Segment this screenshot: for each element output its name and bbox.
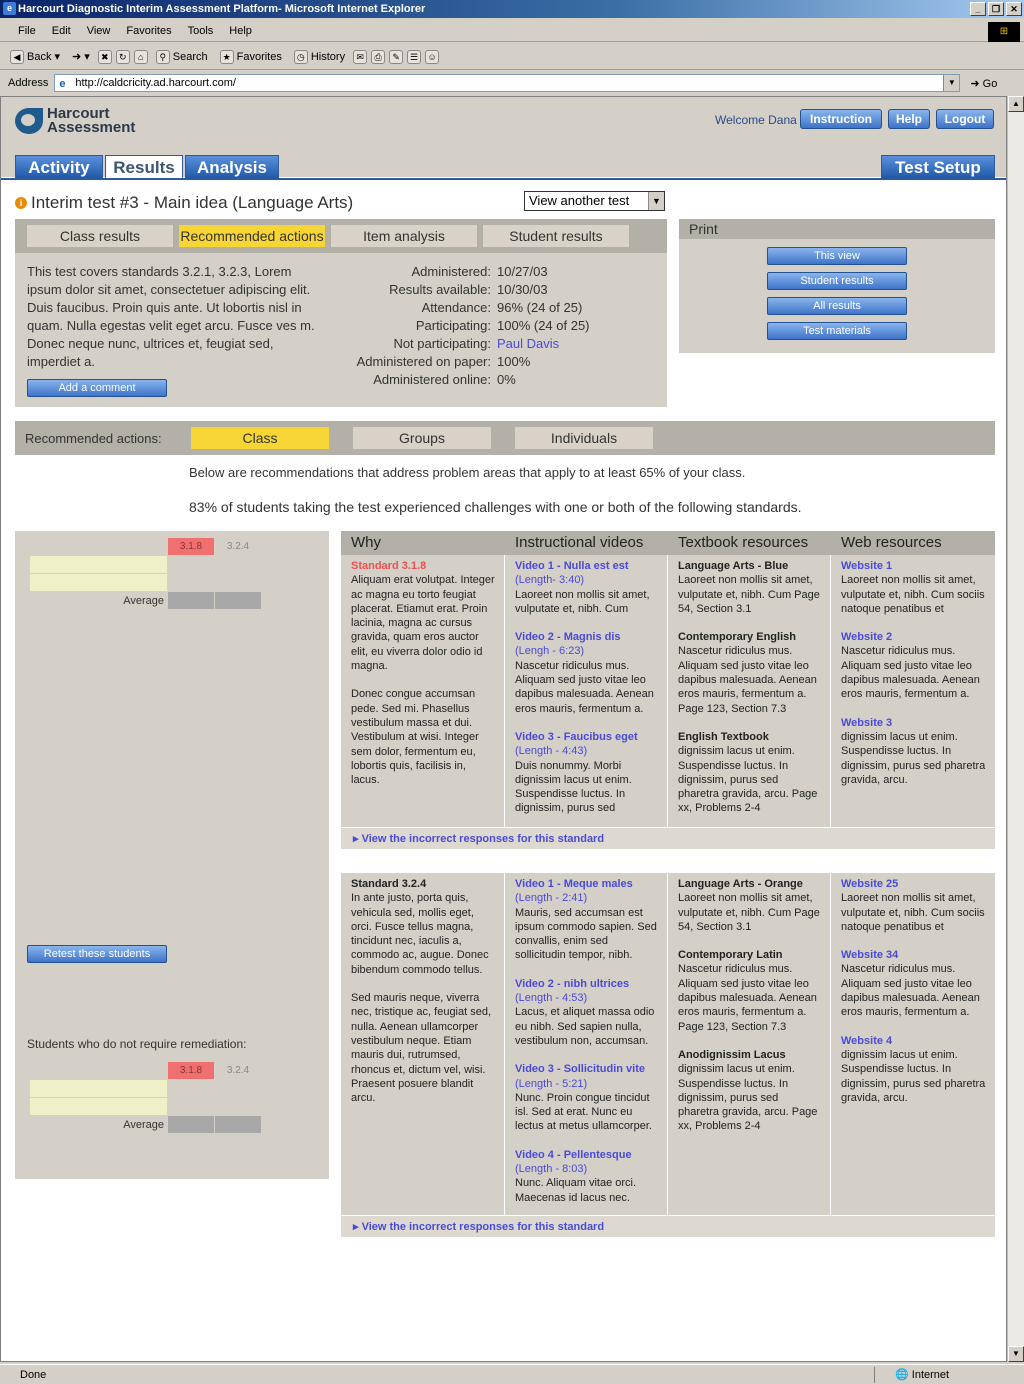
scroll-down-icon[interactable]: ▼ <box>1008 1346 1024 1362</box>
back-label: Back <box>27 50 52 63</box>
spacer <box>515 1134 659 1148</box>
standard-2-columns <box>341 873 995 1215</box>
score-header-324: 3.2.4 <box>215 538 262 556</box>
student-name-link[interactable] <box>30 574 168 592</box>
edit-icon[interactable]: ✎ <box>389 50 403 64</box>
print-panel <box>679 219 995 353</box>
textbook-desc: Nascetur ridiculus mus. Aliquam sed justo vitae leo dapibus malesuada. Aenean eros mauris, fermentum a. Page 123, Section 7.3 <box>678 645 817 715</box>
logout-button[interactable]: Logout <box>936 109 994 129</box>
why-column <box>341 873 505 1215</box>
video-link[interactable]: Video 1 - Meque males <box>515 878 633 890</box>
video-length: (Length - 5:21) <box>515 1077 588 1090</box>
subtabs <box>15 219 667 253</box>
zone-label: Internet <box>911 1368 950 1381</box>
textbook-title: Contemporary Latin <box>678 949 783 962</box>
stat-row <box>327 371 657 389</box>
website-desc: dignissim lacus ut enim. Suspendisse luctus. In dignissim, purus sed pharetra gravida, arcu. <box>841 730 986 786</box>
textbook-desc: dignissim lacus ut enim. Suspendisse luctus. In dignissim, purus sed pharetra gravida, arcu. Page xx, Problems 2-4 <box>678 1063 818 1133</box>
address-label: Address <box>8 77 49 89</box>
address-bar <box>0 72 1024 94</box>
stat-key: Not participating: <box>393 336 491 351</box>
tab-test-setup[interactable]: Test Setup <box>881 155 995 179</box>
score-header-318: 3.1.8 <box>168 1062 215 1080</box>
why-column <box>341 555 505 827</box>
address-dropdown-icon[interactable]: ▼ <box>943 75 959 91</box>
menu-view[interactable]: View <box>86 24 111 37</box>
website-link[interactable]: Website 4 <box>841 1034 893 1047</box>
video-desc: Laoreet non mollis sit amet, vulputate et, nibh. Cum <box>515 588 650 615</box>
website-link[interactable]: Website 3 <box>841 716 893 729</box>
help-button[interactable]: Help <box>888 109 930 129</box>
retest-button[interactable]: Retest these students <box>27 945 167 963</box>
website-desc: Nascetur ridiculus mus. Aliquam sed justo vitae leo dapibus malesuada. Aenean eros mauris, fermentum a. <box>841 963 980 1019</box>
spacer <box>841 1020 987 1034</box>
stat-row <box>327 281 657 299</box>
video-link[interactable]: Video 2 - nibh ultrices <box>515 977 630 990</box>
rec-individuals-button[interactable]: Individuals <box>515 427 653 449</box>
not-participating-link[interactable]: Paul Davis <box>497 336 560 351</box>
scroll-up-icon[interactable]: ▲ <box>1008 96 1024 112</box>
col-videos: Instructional videos <box>515 534 644 551</box>
score-cell <box>168 574 215 592</box>
score-header-row <box>30 1062 262 1080</box>
website-desc: Laoreet non mollis sit amet, vulputate et, nibh. Cum sociis natoque penatibus et <box>841 574 985 615</box>
rec-class-button[interactable]: Class <box>191 427 329 449</box>
score-cell <box>168 1080 215 1098</box>
harcourt-logo <box>15 107 135 135</box>
score-header-318: 3.1.8 <box>168 538 215 556</box>
col-textbooks: Textbook resources <box>678 534 809 551</box>
video-desc: Duis nonummy. Morbi dignissim lacus ut enim. Suspendisse luctus. In dignissim, purus sed <box>515 759 632 815</box>
ie-icon: e <box>3 2 16 15</box>
website-link[interactable]: Website 34 <box>841 949 899 962</box>
score-cell <box>215 1098 262 1116</box>
textbook-desc: Nascetur ridiculus mus. Aliquam sed justo vitae leo dapibus malesuada. Aenean eros mauris, fermentum a. Page 123, Section 7.3 <box>678 963 817 1033</box>
spacer <box>841 934 987 948</box>
student-name-link[interactable] <box>30 1098 168 1116</box>
video-link[interactable]: Video 1 - Nulla est est <box>515 560 629 572</box>
menu-edit[interactable]: Edit <box>51 24 71 37</box>
history-label: History <box>310 50 346 63</box>
spacer <box>678 1034 822 1048</box>
web-column <box>831 873 995 1215</box>
student-scores-panel <box>15 531 329 1179</box>
menu-help[interactable]: Help <box>229 24 252 37</box>
web-column <box>831 555 995 827</box>
table-row <box>30 556 262 574</box>
videos-column <box>505 873 668 1215</box>
security-zone: 🌐 Internet <box>874 1367 1024 1383</box>
print-test-materials-button[interactable]: Test materials <box>767 322 907 340</box>
logo-text-1: Harcourt <box>47 105 110 122</box>
textbook-desc: Laoreet non mollis sit amet, vulputate et, nibh. Cum Page 54, Section 3.1 <box>678 574 820 615</box>
menu-bar <box>0 20 1024 42</box>
challenge-headline: 83% of students taking the test experienced challenges with one or both of the following standards. <box>189 499 802 515</box>
average-row <box>30 592 262 610</box>
print-all-results-button[interactable]: All results <box>767 297 907 315</box>
search-button[interactable] <box>152 48 212 66</box>
student-name-link[interactable] <box>30 1080 168 1098</box>
address-input[interactable] <box>54 74 960 92</box>
average-value <box>215 592 262 610</box>
why-text-2: Donec congue accumsan pede. Sed mi. Phasellus vestibulum massa et dui. Vestibulum at wisi. Integer sem dolor, fermentum eu, lobortis quis, facilisis in, lacus. <box>351 688 479 787</box>
recommendation-note: Below are recommendations that address problem areas that apply to at least 65% of your class. <box>189 465 746 480</box>
video-link[interactable]: Video 4 - Pellentesque <box>515 1148 632 1161</box>
print-title: Print <box>679 219 995 239</box>
restore-icon[interactable]: ❐ <box>988 2 1004 16</box>
discuss-icon[interactable]: ☰ <box>407 50 421 64</box>
stat-value <box>497 335 559 353</box>
why-text: Aliquam erat volutpat. Integer ac magna eu torto feugiat placerat. Etiamut erat. Proin lacinia, magna ac cursus gravida, quam eros auctor elit, eu viverra dolor odio id magna. <box>351 574 495 673</box>
video-desc: Nunc. Proin congue tincidut isl. Sed at erat. Nunc eu lectus at metus ullamcorper. <box>515 1091 652 1133</box>
app-header <box>1 97 1007 177</box>
average-value <box>168 1116 215 1134</box>
print-student-results-button[interactable]: Student results <box>767 272 907 290</box>
windows-logo-icon: ⊞ <box>988 22 1020 42</box>
logo-mark-icon <box>15 108 43 134</box>
home-icon[interactable]: ⌂ <box>134 50 148 64</box>
video-length: (Length - 4:53) <box>515 992 588 1005</box>
favorites-icon: ★ <box>220 50 234 64</box>
stat-key: Administered online: <box>373 372 491 387</box>
stat-row <box>327 335 657 353</box>
website-desc: Laoreet non mollis sit amet, vulputate et, nibh. Cum sociis natoque penatibus et <box>841 892 985 933</box>
tab-activity[interactable]: Activity <box>15 155 103 179</box>
test-title-text: Interim test #3 - Main idea (Language Arts) <box>31 193 354 212</box>
video-desc: Nascetur ridiculus mus. Aliquam sed justo vitae leo dapibus malesuada. Aenean eros mauris, fermentum a. <box>515 659 654 715</box>
test-stats <box>327 263 657 389</box>
video-desc: Mauris, sed accumsan est ipsum commodo sapien. Sed convallis, enim sed sollicitudin tempor, nibh. <box>515 906 657 962</box>
no-remediation-table <box>29 1061 262 1134</box>
search-label: Search <box>172 50 208 63</box>
score-cell <box>215 574 262 592</box>
website-link[interactable]: Website 1 <box>841 560 893 572</box>
subtab-student-results[interactable]: Student results <box>483 225 629 247</box>
back-button[interactable]: ◀ Back ▾ <box>6 48 64 66</box>
test-title <box>15 193 353 213</box>
instruction-button[interactable]: Instruction <box>800 109 882 129</box>
video-length: (Lengh - 6:23) <box>515 645 585 658</box>
spacer <box>841 616 987 630</box>
website-desc: Nascetur ridiculus mus. Aliquam sed justo vitae leo dapibus malesuada. Aenean eros mauris, fermentum a. <box>841 645 980 701</box>
stat-row <box>327 353 657 371</box>
video-length: (Length- 3:40) <box>515 574 585 587</box>
test-summary-panel <box>15 219 667 407</box>
standard-1-block <box>341 531 995 849</box>
remediation-table <box>29 537 262 610</box>
rec-groups-button[interactable]: Groups <box>353 427 491 449</box>
col-web: Web resources <box>841 534 942 551</box>
textbook-desc: Laoreet non mollis sit amet, vulputate et, nibh. Cum Page 54, Section 3.1 <box>678 892 820 933</box>
score-cell <box>215 556 262 574</box>
subtab-recommended-actions[interactable]: Recommended actions <box>179 225 325 247</box>
print-this-view-button[interactable]: This view <box>767 247 907 265</box>
browser-toolbar <box>0 44 1024 70</box>
score-cell <box>215 1080 262 1098</box>
stat-value: 100% (24 of 25) <box>497 318 590 333</box>
video-desc: Lacus, et aliquet massa odio eu nibh. Sed sapien nulla, vestibulum non, accumsan. <box>515 1006 655 1047</box>
stat-key: Administered on paper: <box>356 354 491 369</box>
video-length: (Length - 2:41) <box>515 892 588 905</box>
spacer <box>515 616 659 630</box>
stat-key: Attendance: <box>421 300 491 315</box>
col-why: Why <box>351 534 381 551</box>
spacer <box>351 977 496 991</box>
minimize-icon[interactable]: _ <box>970 2 986 16</box>
tab-analysis[interactable]: Analysis <box>185 155 279 179</box>
website-desc: dignissim lacus ut enim. Suspendisse luctus. In dignissim, purus sed pharetra gravida, arcu. <box>841 1048 986 1104</box>
stop-icon[interactable]: ✖ <box>98 50 112 64</box>
select-arrow-icon: ▼ <box>648 192 664 210</box>
textbooks-column <box>668 555 831 827</box>
stat-key: Administered: <box>411 264 491 279</box>
score-header-row <box>30 538 262 556</box>
spacer <box>515 963 659 977</box>
forward-arrow-icon: ➜ <box>72 51 82 63</box>
tab-underline <box>1 178 1007 180</box>
stat-row <box>327 263 657 281</box>
menu-file[interactable]: File <box>18 24 36 37</box>
video-link[interactable]: Video 3 - Faucibus eget <box>515 730 638 743</box>
info-icon: i <box>15 197 27 209</box>
textbooks-column <box>668 873 831 1215</box>
average-value <box>215 1116 262 1134</box>
history-icon: ◷ <box>294 50 308 64</box>
video-link[interactable]: Video 3 - Sollicitudin vite <box>515 1063 645 1076</box>
spacer <box>351 673 496 687</box>
page-viewport <box>0 96 1007 1362</box>
average-row <box>30 1116 262 1134</box>
average-value <box>168 592 215 610</box>
website-link[interactable]: Website 2 <box>841 631 893 644</box>
textbook-title: Anodignissim Lacus <box>678 1048 786 1061</box>
video-desc: Nunc. Aliquam vitae orci. Maecenas id lacus nec. <box>515 1177 637 1204</box>
average-label: Average <box>30 592 168 610</box>
test-description: This test covers standards 3.2.1, 3.2.3, Lorem ipsum dolor sit amet, consectetuer adipiscing elit. Duis faucibus. Proin quis ante. Ut lobortis nisl in quam. Nulla egestas velit eget arcu. Fusce ves m. Donec neque nunc, ultrices et, feugiat sed, imperdiet a. <box>27 264 315 369</box>
textbook-title: English Textbook <box>678 730 769 743</box>
subtab-class-results[interactable]: Class results <box>27 225 173 247</box>
menu-favorites[interactable]: Favorites <box>126 24 172 37</box>
view-incorrect-responses-link[interactable]: ▸ View the incorrect responses for this standard <box>341 827 995 849</box>
favorites-label: Favorites <box>236 50 282 63</box>
videos-column <box>505 555 668 827</box>
spacer <box>678 616 822 630</box>
history-button[interactable] <box>290 48 349 66</box>
view-incorrect-label: View the incorrect responses for this standard <box>361 1221 605 1233</box>
standard-2-block <box>341 873 995 1237</box>
window-title: Harcourt Diagnostic Interim Assessment Platform- Microsoft Internet Explorer <box>18 3 426 15</box>
view-incorrect-label: View the incorrect responses for this standard <box>361 833 605 845</box>
vertical-scrollbar[interactable] <box>1007 96 1024 1362</box>
why-text-2: Sed mauris neque, viverra nec, tristique ac, feugiat sed, nulla. Aenean ullamcorper vestibulum neque. Etiam mauris dui, rutrumsed, rhoncus et, dictum vel, wisi. Praesent posuere blandit arcu. <box>351 992 492 1105</box>
search-icon: ⚲ <box>156 50 170 64</box>
view-another-test-select[interactable] <box>524 191 665 211</box>
standard-1-columns <box>341 555 995 827</box>
why-text: In ante justo, porta quis, vehicula sed, mollis eget, orci. Fusce tellus magna, tincidunt nec, iaculis a, commodo ac, augue. Donec bibendum commodo tellus. <box>351 892 489 976</box>
standard-title: Standard 3.2.4 <box>351 878 427 890</box>
close-icon[interactable]: ✕ <box>1006 2 1022 16</box>
print-icon[interactable]: ⎙ <box>371 50 385 64</box>
status-bar <box>0 1364 1024 1384</box>
table-row <box>30 1098 262 1116</box>
forward-button[interactable]: ➜ ▾ <box>72 51 90 63</box>
subtab-item-analysis[interactable]: Item analysis <box>331 225 477 247</box>
video-length: (Length - 8:03) <box>515 1163 588 1176</box>
stat-value: 10/30/03 <box>497 282 548 297</box>
spacer <box>841 702 987 716</box>
mail-icon[interactable]: ✉ <box>353 50 367 64</box>
favorites-button[interactable] <box>216 48 286 66</box>
stat-value: 10/27/03 <box>497 264 548 279</box>
recommended-actions-bar <box>15 421 995 455</box>
header-spacer <box>30 1062 168 1080</box>
textbook-title: Language Arts - Orange <box>678 878 803 890</box>
table-row <box>30 1080 262 1098</box>
status-text: Done <box>20 1368 47 1381</box>
menu-tools[interactable]: Tools <box>187 24 214 37</box>
average-label: Average <box>30 1116 168 1134</box>
spacer <box>678 934 822 948</box>
add-comment-button[interactable]: Add a comment <box>27 379 167 397</box>
standard-title: Standard 3.1.8 <box>351 560 427 572</box>
textbook-title: Contemporary English <box>678 631 796 644</box>
stat-row <box>327 317 657 335</box>
refresh-icon[interactable]: ↻ <box>116 50 130 64</box>
video-length: (Length - 4:43) <box>515 745 588 758</box>
recommended-actions-label: Recommended actions: <box>25 430 162 446</box>
header-spacer <box>30 538 168 556</box>
spacer <box>515 1048 659 1062</box>
table-row <box>30 574 262 592</box>
address-url: http://caldcricity.ad.harcourt.com/ <box>75 77 236 89</box>
student-name-link[interactable] <box>30 556 168 574</box>
window-titlebar <box>0 0 1024 18</box>
stat-value: 100% <box>497 354 531 369</box>
score-cell <box>168 1098 215 1116</box>
stat-key: Results available: <box>389 282 491 297</box>
stat-value: 96% (24 of 25) <box>497 300 583 315</box>
stat-row <box>327 299 657 317</box>
score-cell <box>168 556 215 574</box>
stat-key: Participating: <box>415 318 491 333</box>
resource-header <box>341 531 995 555</box>
welcome-text: Welcome Dana <box>715 113 797 127</box>
logo-text-2: Assessment <box>47 119 136 136</box>
view-incorrect-responses-link[interactable]: ▸ View the incorrect responses for this standard <box>341 1215 995 1237</box>
video-link[interactable]: Video 2 - Magnis dis <box>515 631 621 644</box>
textbook-desc: dignissim lacus ut enim. Suspendisse luctus. In dignissim, purus sed pharetra gravida, arcu. Page xx, Problems 2-4 <box>678 745 818 815</box>
tab-results[interactable]: Results <box>105 155 183 179</box>
go-button[interactable]: ➜ Go <box>970 77 998 90</box>
stat-value: 0% <box>497 372 516 387</box>
score-header-324: 3.2.4 <box>215 1062 262 1080</box>
website-link[interactable]: Website 25 <box>841 878 899 890</box>
go-label: Go <box>982 77 998 90</box>
spacer <box>678 716 822 730</box>
messenger-icon[interactable]: ☺ <box>425 50 439 64</box>
select-value: View another test <box>529 193 630 208</box>
textbook-title: Language Arts - Blue <box>678 560 789 572</box>
spacer <box>515 716 659 730</box>
back-arrow-icon: ◀ <box>10 50 24 64</box>
no-remediation-label: Students who do not require remediation: <box>27 1037 247 1051</box>
